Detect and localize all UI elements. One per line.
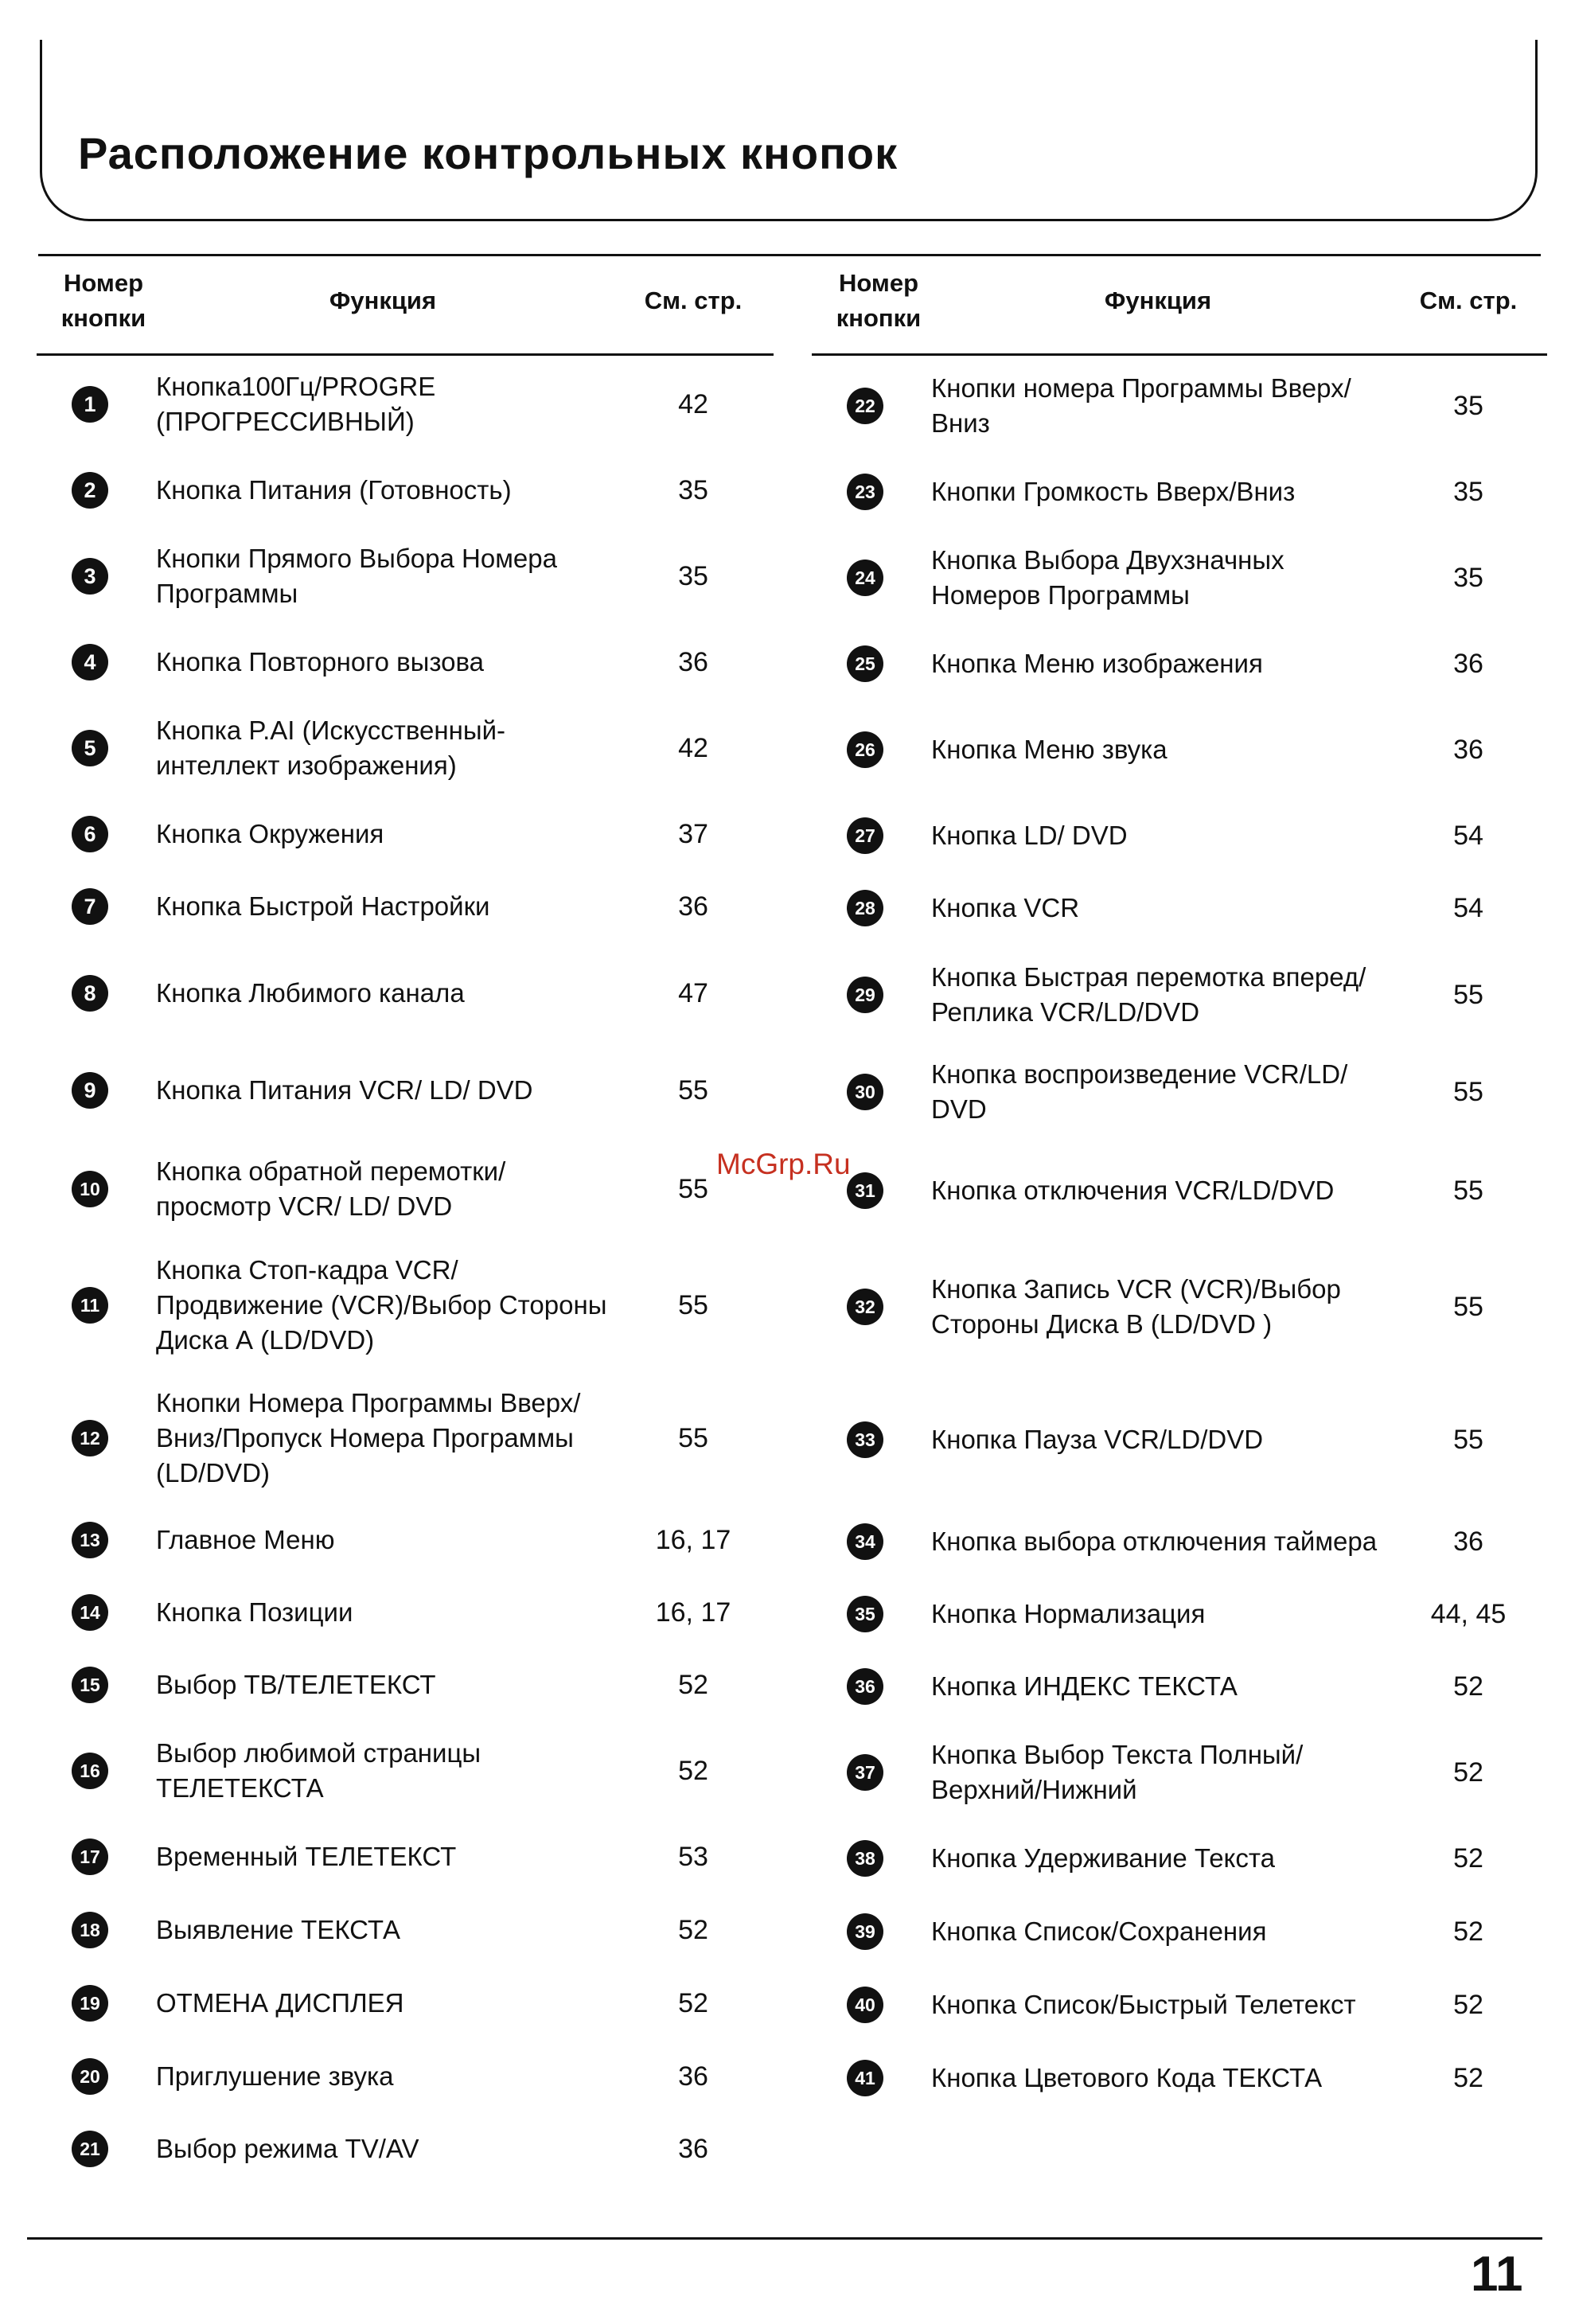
page-reference: 36 (678, 2061, 708, 2092)
header-number: Номер кнопки (60, 269, 146, 332)
button-number-badge: 5 (72, 730, 108, 766)
page-reference: 55 (678, 1290, 708, 1320)
function-text: Кнопка Повторного вызова (156, 647, 484, 677)
button-number-badge: 6 (72, 816, 108, 852)
function-text: Кнопка Быстрой Настройки (156, 891, 490, 921)
function-text: Кнопка VCR (931, 893, 1080, 922)
button-number-badge: 28 (847, 890, 883, 926)
button-number-badge: 2 (72, 472, 108, 509)
button-number-badge: 17 (72, 1839, 108, 1875)
button-number-badge: 8 (72, 975, 108, 1012)
button-number-badge: 9 (72, 1072, 108, 1109)
page-reference: 35 (1453, 391, 1483, 421)
button-number-badge: 16 (72, 1753, 108, 1789)
page-reference: 52 (1453, 1990, 1483, 2020)
page-reference: 54 (1453, 821, 1483, 851)
function-text: Выявление ТЕКСТА (156, 1915, 400, 1944)
button-number-badge: 22 (847, 388, 883, 424)
button-number-badge: 37 (847, 1754, 883, 1791)
button-number-badge: 18 (72, 1912, 108, 1948)
page-reference: 52 (1453, 1917, 1483, 1947)
function-text: Выбор ТВ/ТЕЛЕТЕКСТ (156, 1670, 436, 1699)
page-reference: 42 (678, 389, 708, 419)
function-text: Главное Меню (156, 1525, 335, 1554)
function-text: Кнопка обратной перемотки/ просмотр VCR/ LD/ DVD (156, 1156, 506, 1221)
button-number-badge: 3 (72, 558, 108, 595)
page-reference: 55 (1453, 1176, 1483, 1206)
left-table-header (37, 259, 774, 356)
watermark: McGrp.Ru (716, 1148, 851, 1180)
function-text: Кнопка P.AI (Искусственный- интеллект изображения) (156, 716, 505, 780)
button-number-badge: 23 (847, 474, 883, 510)
function-text: Кнопки номера Программы Вверх/ Вниз (931, 373, 1351, 438)
button-number-badge: 25 (847, 645, 883, 682)
page-reference: 52 (678, 1915, 708, 1945)
button-number-badge: 21 (72, 2131, 108, 2167)
page-reference: 52 (1453, 2063, 1483, 2093)
function-text: Кнопка Быстрая перемотка вперед/ Реплика VCR/LD/DVD (931, 962, 1366, 1027)
function-text: Кнопка Цветового Кода ТЕКСТА (931, 2063, 1323, 2092)
page-reference: 36 (1453, 649, 1483, 679)
page-reference: 55 (678, 1174, 708, 1204)
function-text: Кнопки Громкость Вверх/Вниз (931, 477, 1296, 506)
function-text: Кнопка Меню звука (931, 735, 1168, 764)
function-text: Приглушение звука (156, 2061, 394, 2091)
page-reference: 55 (1453, 1292, 1483, 1322)
button-number-badge: 10 (72, 1171, 108, 1207)
page-reference: 42 (678, 733, 708, 763)
function-text: Кнопка выбора отключения таймера (931, 1527, 1378, 1556)
function-text: Кнопка Выбор Текста Полный/ Верхний/Нижний (931, 1740, 1304, 1804)
function-text: Временный ТЕЛЕТЕКСТ (156, 1842, 457, 1871)
page-reference: 16, 17 (655, 1597, 731, 1628)
button-number-badge: 31 (847, 1172, 883, 1209)
button-number-badge: 41 (847, 2060, 883, 2096)
function-text: Выбор любимой страницы ТЕЛЕТЕКСТА (156, 1738, 481, 1803)
function-text: Кнопка Нормализация (931, 1599, 1206, 1628)
button-number-badge: 32 (847, 1289, 883, 1325)
button-number-badge: 40 (847, 1987, 883, 2023)
header-function: Функция (329, 287, 437, 314)
button-number-badge: 19 (72, 1985, 108, 2022)
button-number-badge: 26 (847, 731, 883, 768)
page-reference: 55 (1453, 1077, 1483, 1107)
button-number-badge: 34 (847, 1523, 883, 1560)
function-text: Кнопка Список/Быстрый Телетекст (931, 1990, 1356, 2019)
button-number-badge: 29 (847, 977, 883, 1013)
function-text: Кнопка ИНДЕКС ТЕКСТА (931, 1671, 1238, 1701)
button-number-badge: 24 (847, 560, 883, 596)
function-text: Кнопка Питания VCR/ LD/ DVD (156, 1075, 533, 1105)
top-rule (38, 254, 1541, 256)
function-text: Кнопка100Гц/PROGRE (ПРОГРЕССИВНЫЙ) (156, 372, 436, 436)
page-reference: 35 (678, 561, 708, 591)
button-number-badge: 20 (72, 2058, 108, 2095)
button-number-badge: 1 (72, 386, 108, 423)
function-text: Кнопка Запись VCR (VCR)/Выбор Стороны Диска В (LD/DVD ) (931, 1274, 1341, 1339)
button-number-badge: 36 (847, 1668, 883, 1705)
button-number-badge: 7 (72, 888, 108, 925)
page-reference: 52 (678, 1988, 708, 2018)
page-reference: 55 (1453, 980, 1483, 1010)
function-text: Кнопка Выбора Двухзначных Номеров Программы (931, 545, 1284, 610)
page-reference: 36 (678, 891, 708, 922)
page-number: 11 (1471, 2247, 1523, 2302)
page-reference: 35 (678, 475, 708, 505)
function-text: Кнопка LD/ DVD (931, 821, 1128, 850)
left-table (37, 259, 774, 2164)
page-reference: 52 (1453, 1843, 1483, 1874)
page-reference: 44, 45 (1430, 1599, 1507, 1629)
button-number-badge: 27 (847, 817, 883, 854)
function-text: Кнопка Удерживание Текста (931, 1843, 1275, 1873)
right-table-header (812, 259, 1547, 356)
function-text: Выбор режима TV/AV (156, 2134, 419, 2163)
page-reference: 52 (1453, 1757, 1483, 1788)
function-text: ОТМЕНА ДИСПЛЕЯ (156, 1988, 404, 2018)
button-number-badge: 13 (72, 1522, 108, 1558)
page-reference: 36 (1453, 735, 1483, 765)
page-reference: 54 (1453, 893, 1483, 923)
button-number-badge: 15 (72, 1667, 108, 1703)
button-number-badge: 11 (72, 1287, 108, 1324)
function-text: Кнопки Номера Программы Вверх/ Вниз/Пропуск Номера Программы (LD/DVD) (156, 1388, 581, 1488)
page-reference: 37 (678, 819, 708, 849)
function-text: Кнопка Пауза VCR/LD/DVD (931, 1425, 1264, 1454)
page-title: Расположение контрольных кнопок (78, 128, 899, 178)
button-number-badge: 30 (847, 1074, 883, 1110)
header-page: См. стр. (1419, 287, 1518, 314)
button-number-badge: 12 (72, 1420, 108, 1456)
button-number-badge: 33 (847, 1421, 883, 1458)
page-reference: 55 (1453, 1425, 1483, 1455)
page-reference: 55 (678, 1423, 708, 1453)
function-text: Кнопка Меню изображения (931, 649, 1263, 678)
page-reference: 35 (1453, 477, 1483, 507)
function-text: Кнопка воспроизведение VCR/LD/ DVD (931, 1059, 1348, 1124)
function-text: Кнопка Список/Сохранения (931, 1917, 1267, 1946)
function-text: Кнопка Позиции (156, 1597, 353, 1627)
page-reference: 53 (678, 1842, 708, 1872)
header-number: Номер кнопки (836, 269, 922, 332)
function-text: Кнопка Окружения (156, 819, 384, 848)
page-reference: 36 (678, 647, 708, 677)
page-reference: 16, 17 (655, 1525, 731, 1555)
button-number-badge: 4 (72, 644, 108, 680)
page-reference: 35 (1453, 563, 1483, 593)
button-number-badge: 35 (847, 1596, 883, 1632)
button-number-badge: 14 (72, 1594, 108, 1631)
page-reference: 52 (678, 1756, 708, 1786)
function-text: Кнопки Прямого Выбора Номера Программы (156, 544, 557, 608)
page-reference: 47 (678, 978, 708, 1008)
function-text: Кнопка отключения VCR/LD/DVD (931, 1176, 1335, 1205)
header-function: Функция (1104, 287, 1212, 314)
page-reference: 36 (1453, 1527, 1483, 1557)
button-number-badge: 38 (847, 1840, 883, 1877)
bottom-rule (27, 2237, 1542, 2240)
function-text: Кнопка Любимого канала (156, 978, 465, 1008)
right-table (812, 259, 1547, 2093)
function-text: Кнопка Стоп-кадра VCR/ Продвижение (VCR)/Выбор Стороны Диска А (LD/DVD) (156, 1255, 607, 1355)
page-reference: 52 (678, 1670, 708, 1700)
button-number-badge: 39 (847, 1913, 883, 1950)
header-page: См. стр. (644, 287, 743, 314)
page-reference: 36 (678, 2134, 708, 2164)
function-text: Кнопка Питания (Готовность) (156, 475, 512, 505)
page-reference: 55 (678, 1075, 708, 1105)
page-reference: 52 (1453, 1671, 1483, 1702)
